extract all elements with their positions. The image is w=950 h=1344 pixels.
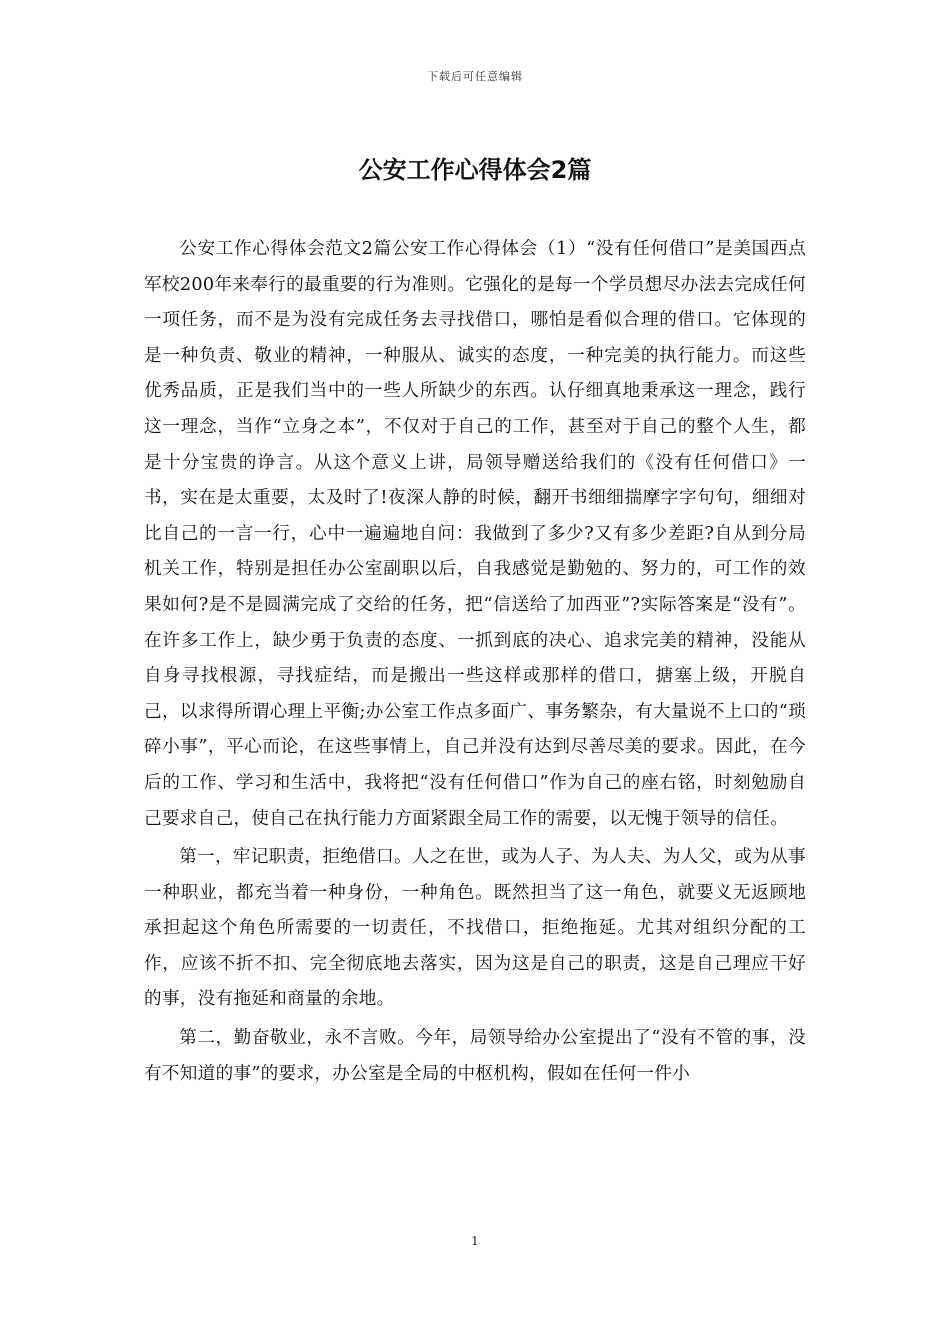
document-title: 公安工作心得体会2篇 [358, 156, 592, 184]
header-note: 下载后可任意编辑 [427, 70, 523, 83]
page-number: 1 [471, 1234, 479, 1248]
paragraph-1: 公安工作心得体会范文2篇公安工作心得体会（1）“没有任何借口”是美国西点军校200年来奉行的最重要的行为准则。它强化的是每一个学员想尽办法去完成任何一项任务，而不是为没有完成任务去寻找借口，哪怕是看似合理的借口。它体现的是一种负责、敬业的精神，一种服从、诚实的态度，一种完美的执行能力。而这些优秀品质，正是我们当中的一些人所缺少的东西。认仔细真地秉承这一理念，践行这一理念，当作“立身之本”，不仅对于自己的工作，甚至对于自己的整个人生，都是十分宝贵的诤言。从这个意义上讲，局领导赠送给我们的《没有任何借口》一书，实在是太重要，太及时了!夜深人静的时候，翻开书细细揣摩字字句句，细细对比自己的一言一行，心中一遍遍地自问：我做到了多少?又有多少差距?自从到分局机关工作，特别是担任办公室副职以后，自我感觉是勤勉的、努力的，可工作的效果如何?是不是圆满完成了交给的任务，把“信送给了加西亚”?实际答案是“没有”。在许多工作上，缺少勇于负责的态度、一抓到底的决心、追求完美的精神，没能从自身寻找根源，寻找症结，而是搬出一些这样或那样的借口，搪塞上级，开脱自己，以求得所谓心理上平衡;办公室工作点多面广、事务繁杂，有大量说不上口的“琐碎小事”，平心而论，在这些事情上，自己并没有达到尽善尽美的要求。因此，在今后的工作、学习和生活中，我将把“没有任何借口”作为自己的座右铭，时刻勉励自己要求自己，使自己在执行能力方面紧跟全局工作的需要，以无愧于领导的信任。 [144, 239, 806, 829]
document-body [144, 232, 806, 1095]
paragraph-2: 第一，牢记职责，拒绝借口。人之在世，或为人子、为人夫、为人父，或为从事一种职业，都充当着一种身份，一种角色。既然担当了这一角色，就要义无返顾地承担起这个角色所需要的一切责任，不找借口，拒绝拖延。尤其对组织分配的工作，应该不折不扣、完全彻底地去落实，因为这是自己的职责，这是自己理应干好的事，没有拖延和商量的余地。 [144, 847, 806, 1010]
paragraph-3: 第二，勤奋敬业，永不言败。今年，局领导给办公室提出了“没有不管的事，没有不知道的事”的要求，办公室是全局的中枢机构，假如在任何一件小 [144, 1028, 806, 1084]
